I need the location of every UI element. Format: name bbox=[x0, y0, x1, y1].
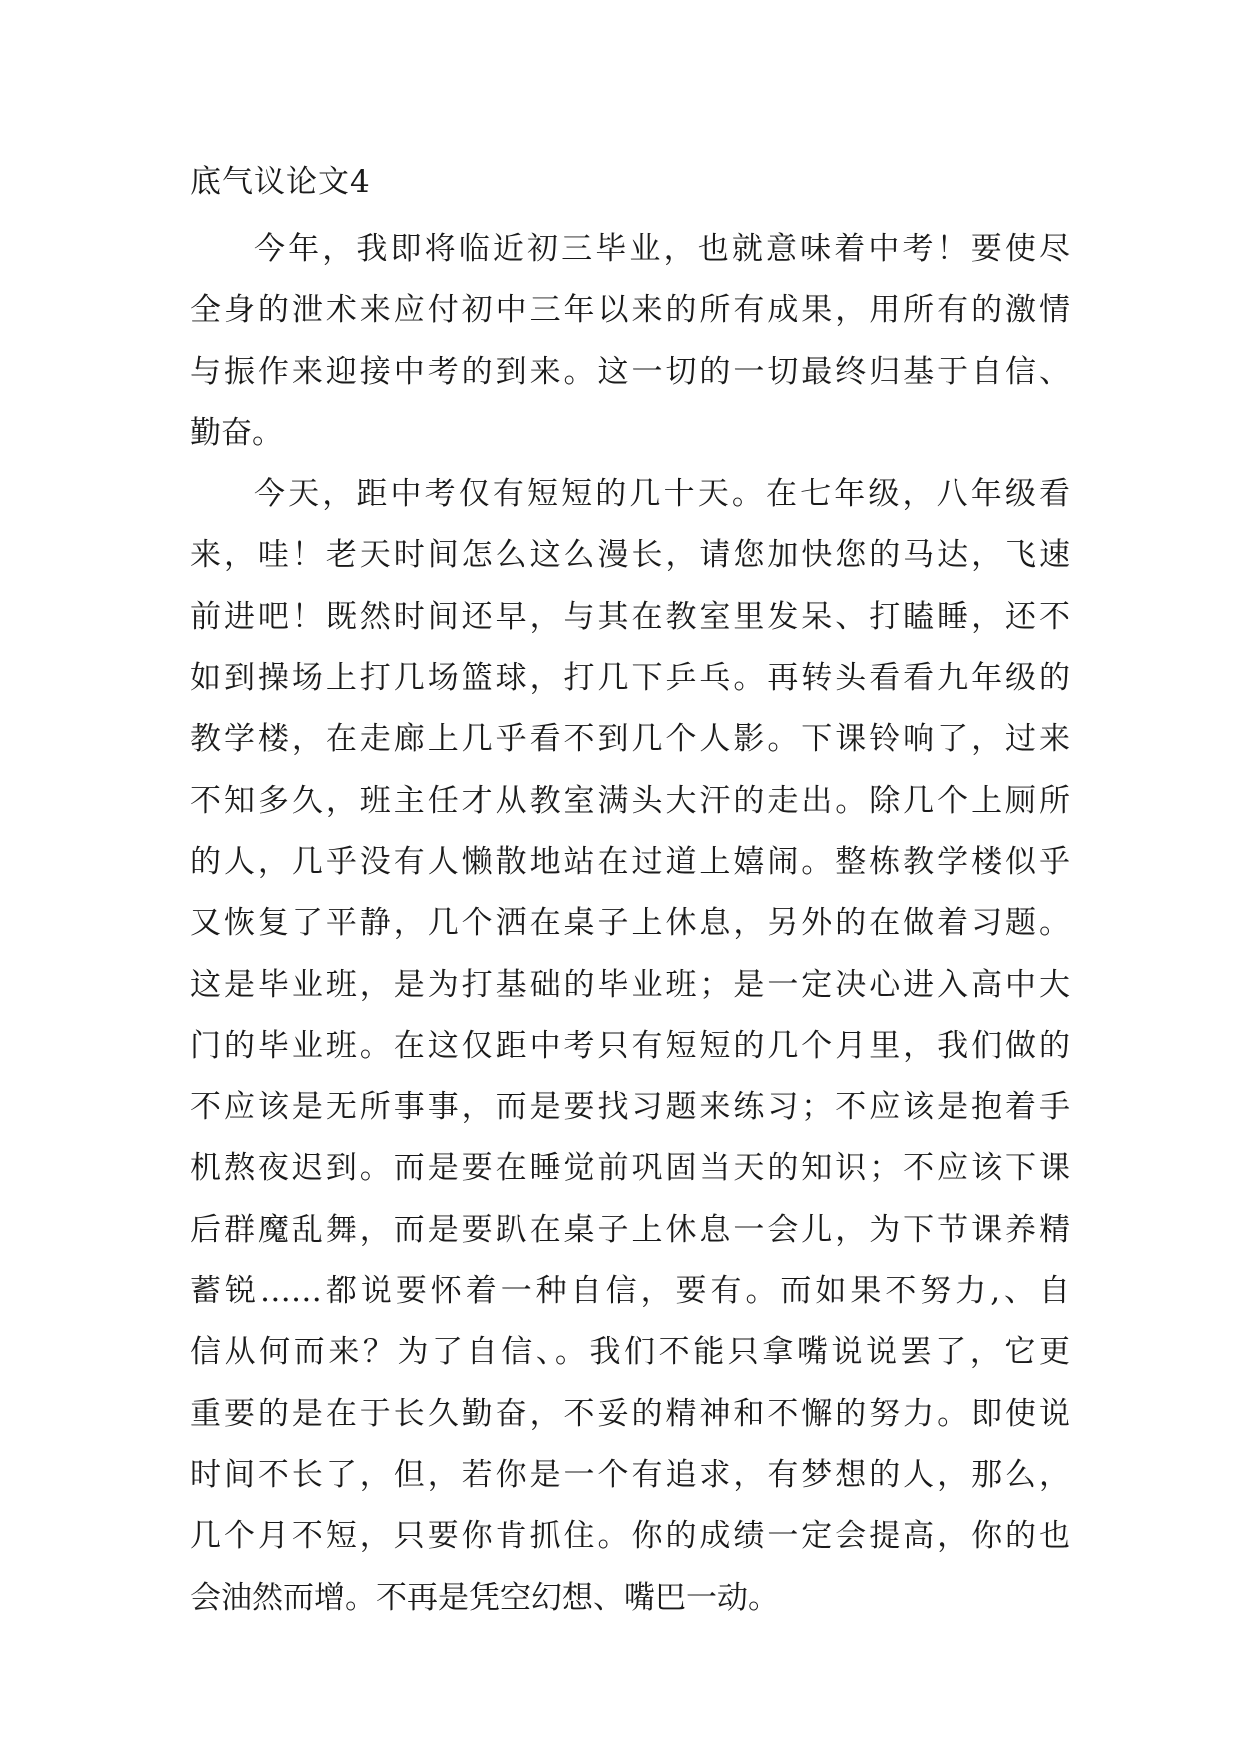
paragraph-line: 今年，我即将临近初三毕业，也就意味着中考！要使尽 bbox=[254, 231, 1070, 267]
paragraph-line: 今天，距中考仅有短短的几十天。在七年级，八年级看 bbox=[254, 476, 1070, 513]
paragraph-line: 信从何而来？为了自信、。我们不能只拿嘴说说罢了，它更 bbox=[190, 1334, 1070, 1371]
paragraph-line: 不知多久，班主任才从教室满头大汗的走出。除几个上厕所 bbox=[190, 782, 1070, 819]
paragraph-line: 全身的泄术来应付初中三年以来的所有成果，用所有的激情 bbox=[190, 292, 1070, 329]
paragraph-line: 机熬夜迟到。而是要在睡觉前巩固当天的知识；不应该下课 bbox=[190, 1150, 1070, 1187]
document-body bbox=[190, 219, 1070, 1629]
paragraph-line: 又恢复了平静，几个洒在桌子上休息，另外的在做着习题。 bbox=[190, 905, 1070, 942]
paragraph-line: 重要的是在于长久勤奋，不妥的精神和不懈的努力。即使说 bbox=[190, 1395, 1070, 1432]
paragraph-line: 会油然而增。不再是凭空幻想、嘴巴一动。 bbox=[190, 1579, 779, 1616]
paragraph-line: 前进吧！既然时间还早，与其在教室里发呆、打瞌睡，还不 bbox=[190, 598, 1070, 635]
paragraph-line: 不应该是无所事事，而是要找习题来练习；不应该是抱着手 bbox=[190, 1089, 1070, 1126]
paragraph-line: 勤奋。 bbox=[190, 414, 283, 451]
paragraph-line: 的人，几乎没有人懒散地站在过道上嬉闹。整栋教学楼似乎 bbox=[190, 843, 1070, 880]
paragraph-line: 几个月不短，只要你肯抓住。你的成绩一定会提高，你的也 bbox=[190, 1518, 1070, 1555]
paragraph-line: 蓄锐……都说要怀着一种自信，要有。而如果不努力,、自 bbox=[190, 1273, 1070, 1310]
paragraph-line: 如到操场上打几场篮球，打几下乒乓。再转头看看九年级的 bbox=[190, 660, 1070, 697]
document-title: 底气议论文4 bbox=[190, 164, 371, 200]
paragraph-line: 来，哇！老天时间怎么这么漫长，请您加快您的马达，飞速 bbox=[190, 537, 1070, 574]
paragraph-line: 时间不长了，但，若你是一个有追求，有梦想的人，那么， bbox=[190, 1456, 1070, 1493]
paragraph-line: 门的毕业班。在这仅距中考只有短短的几个月里，我们做的 bbox=[190, 1027, 1070, 1064]
paragraph-line: 这是毕业班，是为打基础的毕业班；是一定决心进入高中大 bbox=[190, 966, 1070, 1003]
paragraph-line: 后群魔乱舞，而是要趴在桌子上休息一会儿，为下节课养精 bbox=[190, 1211, 1070, 1248]
paragraph-line: 与振作来迎接中考的到来。这一切的一切最终归基于自信、 bbox=[190, 353, 1070, 390]
paragraph-line: 教学楼，在走廊上几乎看不到几个人影。下课铃响了，过来 bbox=[190, 721, 1070, 758]
